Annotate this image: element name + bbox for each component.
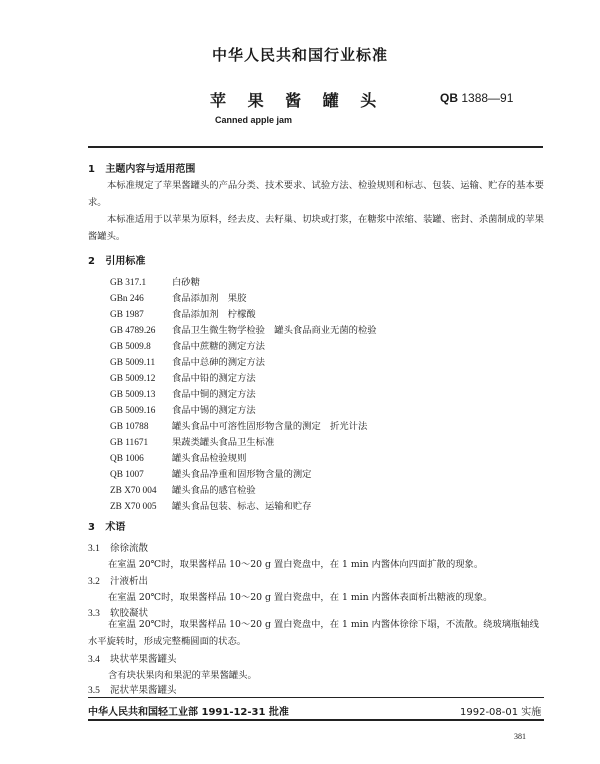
term-3-1-heading: 3.1 徐徐流散: [88, 543, 149, 554]
reference-item: GBn 246 食品添加剂 果胶: [110, 293, 247, 304]
page-number: 381: [514, 732, 526, 741]
reference-item: GB 11671 果蔬类罐头食品卫生标准: [110, 437, 275, 448]
reference-item: GB 5009.8 食品中蔗糖的测定方法: [110, 341, 265, 352]
footer-rule-top: [88, 697, 544, 698]
footer-rule-bottom: [88, 719, 544, 721]
reference-item: GB 5009.12 食品中铅的测定方法: [110, 373, 256, 384]
issuing-organization: 中华人民共和国行业标准: [211, 46, 388, 64]
term-3-2-definition: 在室温 20℃时，取果酱样品 10～20 g 置白瓷盘中，在 1 min 内酱体表面析出糖液的现象。: [108, 592, 493, 603]
reference-item: GB 1987 食品添加剂 柠檬酸: [110, 309, 256, 320]
reference-item: GB 4789.26 食品卫生微生物学检验 罐头食品商业无菌的检验: [110, 325, 377, 336]
reference-item: QB 1007 罐头食品净重和固形物含量的测定: [110, 469, 312, 480]
reference-item: GB 5009.13 食品中铜的测定方法: [110, 389, 256, 400]
term-3-3-definition: 在室温 20℃时，取果酱样品 10～20 g 置白瓷盘中，在 1 min 内酱体徐徐下塌，不流散。绕玻璃瓶轴线水平旋转时，形成完整椭圆面的状态。: [88, 619, 539, 647]
term-3-5-heading: 3.5 泥状苹果酱罐头: [88, 685, 177, 696]
section-1-heading: 1 主题内容与适用范围: [88, 164, 196, 175]
standard-code-number: 1388—91: [461, 91, 514, 105]
document-title: 苹 果 酱 罐 头: [210, 91, 385, 110]
standard-code-prefix: QB: [440, 91, 458, 105]
reference-item: QB 1006 罐头食品检验规则: [110, 453, 247, 464]
title-divider: [88, 146, 543, 148]
reference-item: ZB X70 005 罐头食品包装、标志、运输和贮存: [110, 501, 312, 512]
term-3-3-heading: 3.3 软胶凝状: [88, 608, 149, 619]
section-2-heading: 2 引用标准: [88, 256, 146, 267]
term-3-2-heading: 3.2 汁液析出: [88, 576, 149, 587]
section-3-heading: 3 术语: [88, 522, 126, 533]
reference-item: GB 5009.11 食品中总砷的测定方法: [110, 357, 265, 368]
term-3-4-heading: 3.4 块状苹果酱罐头: [88, 654, 177, 665]
reference-item: GB 5009.16 食品中锡的测定方法: [110, 405, 256, 416]
english-title: Canned apple jam: [215, 115, 293, 125]
reference-item: GB 317.1 白砂糖: [110, 277, 200, 288]
section-1-paragraph-1: 本标准规定了苹果酱罐头的产品分类、技术要求、试验方法、检验规则和标志、包装、运输、贮存的基本要求。: [88, 180, 544, 208]
term-3-4-definition: 含有块状果肉和果泥的苹果酱罐头。: [108, 670, 257, 681]
reference-item: ZB X70 004 罐头食品的感官检验: [110, 485, 256, 496]
section-1-paragraph-2: 本标准适用于以苹果为原料，经去皮、去籽巢、切块或打浆，在糖浆中浓缩、装罐、密封、杀菌制成的苹果酱罐头。: [88, 214, 544, 242]
term-3-1-definition: 在室温 20℃时，取果酱样品 10～20 g 置白瓷盘中，在 1 min 内酱体向四面扩散的现象。: [108, 559, 484, 570]
implementation-date: 1992-08-01 实施: [460, 707, 542, 718]
standard-code: [440, 91, 513, 105]
approval-line: 中华人民共和国轻工业部 1991-12-31 批准: [88, 707, 289, 718]
reference-item: GB 10788 罐头食品中可溶性固形物含量的测定 折光计法: [110, 421, 368, 432]
